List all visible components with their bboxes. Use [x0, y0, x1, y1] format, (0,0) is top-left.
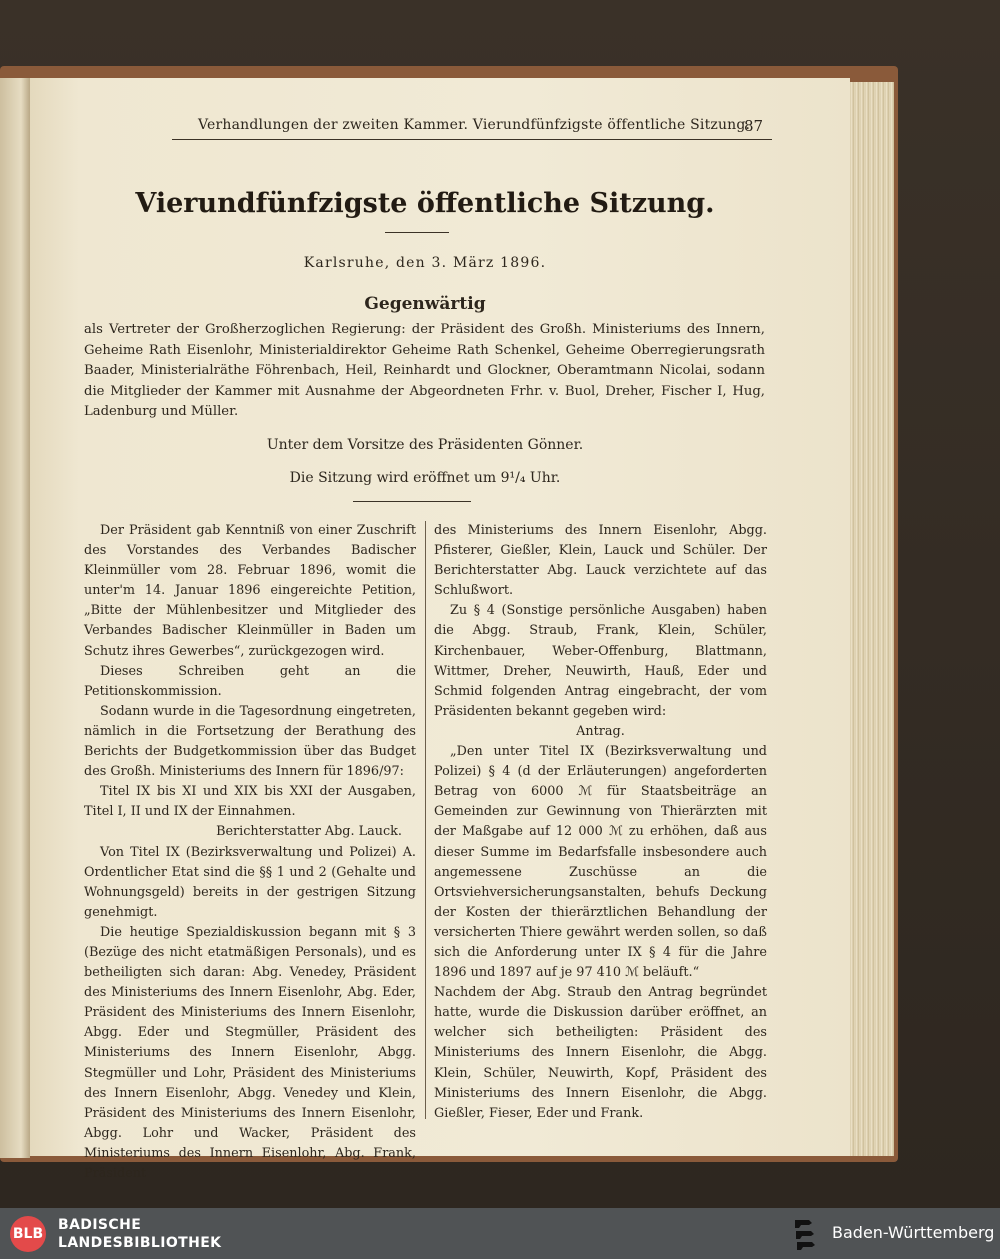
library-name-line1[interactable]: BADISCHE — [58, 1217, 142, 1233]
paragraph: Die heutige Spezialdiskussion begann mit § 3 (Bezüge des nicht etatmäßigen Personals), und es betheiligten sich daran: Abg. Venedey, Präsident des Ministeriums des Innern Eisenlohr, Abg. Eder, Präsident des Ministeriums des Innern Eisenlohr, Abgg. Eder und Stegmüller, Präsident des Ministeriums des Innern Eisenlohr, Abgg. Stegmüller und Lohr, Präsident des Ministeriums des Innern Eisenlohr, Abgg. Venedey und Klein, Präsident des Ministeriums des Innern Eisenlohr, Abgg. Lohr und Wacker, Präsident des Ministeriums des Innern Eisenlohr, Abg. Frank, Präsident — [84, 924, 416, 1181]
state-name[interactable]: Baden-Württemberg — [832, 1223, 995, 1242]
opened-line: Die Sitzung wird eröffnet um 9¹/₄ Uhr. — [289, 470, 561, 486]
library-name-line2[interactable]: LANDESBIBLIOTHEK — [58, 1235, 222, 1251]
paragraph: Sodann wurde in die Tagesordnung eingetreten, nämlich in die Fortsetzung der Berathung des Berichts der Budgetkommission über das Budget des Großh. Ministeriums des Innern für 1896/97: — [84, 703, 416, 780]
column-divider — [425, 521, 426, 1119]
session-title: Vierundfünfzigste öffentliche Sitzung. — [135, 188, 715, 219]
dateline: Karlsruhe, den 3. März 1896. — [303, 255, 547, 271]
right-column — [434, 521, 767, 1124]
attendees-paragraph: als Vertreter der Großherzoglichen Regierung: der Präsident des Großh. Ministeriums des Innern, Geheime Rath Eisenlohr, Ministerialdirektor Geheime Rath Schenkel, Geheime Oberregierungsrath Baader, Ministerialräthe Föhrenbach, Heil, Reinhardt und Glockner, Oberamtmann Nicolai, sodann die Mitglieder der Kammer mit Ausnahme der Abgeordneten Frhr. v. Buol, Dreher, Fischer I, Hug, Ladenburg und Müller. — [84, 322, 765, 419]
page-stack-edge — [850, 82, 894, 1156]
header-rule — [172, 139, 772, 140]
page-number: 87 — [744, 117, 764, 135]
section-rule — [353, 501, 471, 502]
title-rule — [385, 232, 449, 233]
paragraph: des Ministeriums des Innern Eisenlohr, Abgg. Pfisterer, Gießler, Klein, Lauck und Schüler. Der Berichterstatter Abg. Lauck verzichtete auf das Schlußwort. — [434, 523, 767, 599]
paragraph: Zu § 4 (Sonstige persönliche Ausgaben) haben die Abgg. Straub, Frank, Klein, Schüler, Kirchenbauer, Weber-Offenburg, Blattmann, Wittmer, Dreher, Neuwirth, Hauß, Eder und Schmid folgenden Antrag eingebracht, der vom Präsidenten bekannt gegeben wird: — [434, 603, 767, 719]
rapporteur-line: Berichterstatter Abg. Lauck. — [216, 824, 402, 840]
paragraph: Von Titel IX (Bezirksverwaltung und Polizei) A. Ordentlicher Etat sind die §§ 1 und 2 (Gehalte und Wohnungsgeld) bereits in der gestrigen Sitzung genehmigt. — [84, 844, 416, 920]
running-title: Verhandlungen der zweiten Kammer. Vierundfünfzigste öffentliche Sitzung. — [198, 117, 751, 133]
facing-page-edge — [0, 78, 30, 1158]
lions-coat-of-arms-icon — [792, 1216, 822, 1252]
motion-text: „Den unter Titel IX (Bezirksverwaltung und Polizei) § 4 (d der Erläuterungen) angeforderten Betrag von 6000 ℳ für Staatsbeiträge an Gemeinden zur Gewinnung von Thierärzten mit der Maßgabe auf 12 000 ℳ zu erhöhen, daß aus dieser Summe im Bedarfsfalle insbesondere auch angemessene Zuschüsse an die Ortsviehversicherungsanstalten, behufs Deckung der Kosten der thierärztlichen Behandlung der versicherten Thiere gewährt werden sollen, so daß sich die Anforderung unter IX § 4 für die Jahre 1896 und 1897 auf je 97 410 ℳ beläuft.“ — [434, 744, 767, 981]
present-heading: Gegenwärtig — [364, 294, 486, 314]
paragraph: Der Präsident gab Kenntniß von einer Zuschrift des Vorstandes des Verbandes Badischer Kleinmüller vom 28. Februar 1896, womit die unter'm 14. Januar 1896 eingereichte Petition, „Bitte der Mühlenbesitzer und Mitglieder des Verbandes Badischer Kleinmüller in Baden um Schutz ihres Gewerbes“, zurückgezogen wird. — [84, 523, 416, 659]
blb-logo-icon[interactable]: BLB — [10, 1216, 46, 1252]
paragraph: Titel IX bis XI und XIX bis XXI der Ausgaben, Titel I, II und IX der Einnahmen. — [84, 784, 416, 820]
motion-heading: Antrag. — [576, 723, 625, 739]
left-column — [84, 521, 416, 1184]
chair-line: Unter dem Vorsitze des Präsidenten Gönner. — [266, 437, 584, 453]
paragraph: Dieses Schreiben geht an die Petitionskommission. — [84, 663, 416, 699]
paragraph: Nachdem der Abg. Straub den Antrag begründet hatte, wurde die Diskussion darüber eröffnet, an welcher sich betheiligten: Präsident des Ministeriums des Innern Eisenlohr, die Abgg. Klein, Schüler, Neuwirth, Kopf, Präsident des Ministeriums des Innern Eisenlohr, die Abgg. Gießler, Fieser, Eder und Frank. — [434, 985, 767, 1121]
